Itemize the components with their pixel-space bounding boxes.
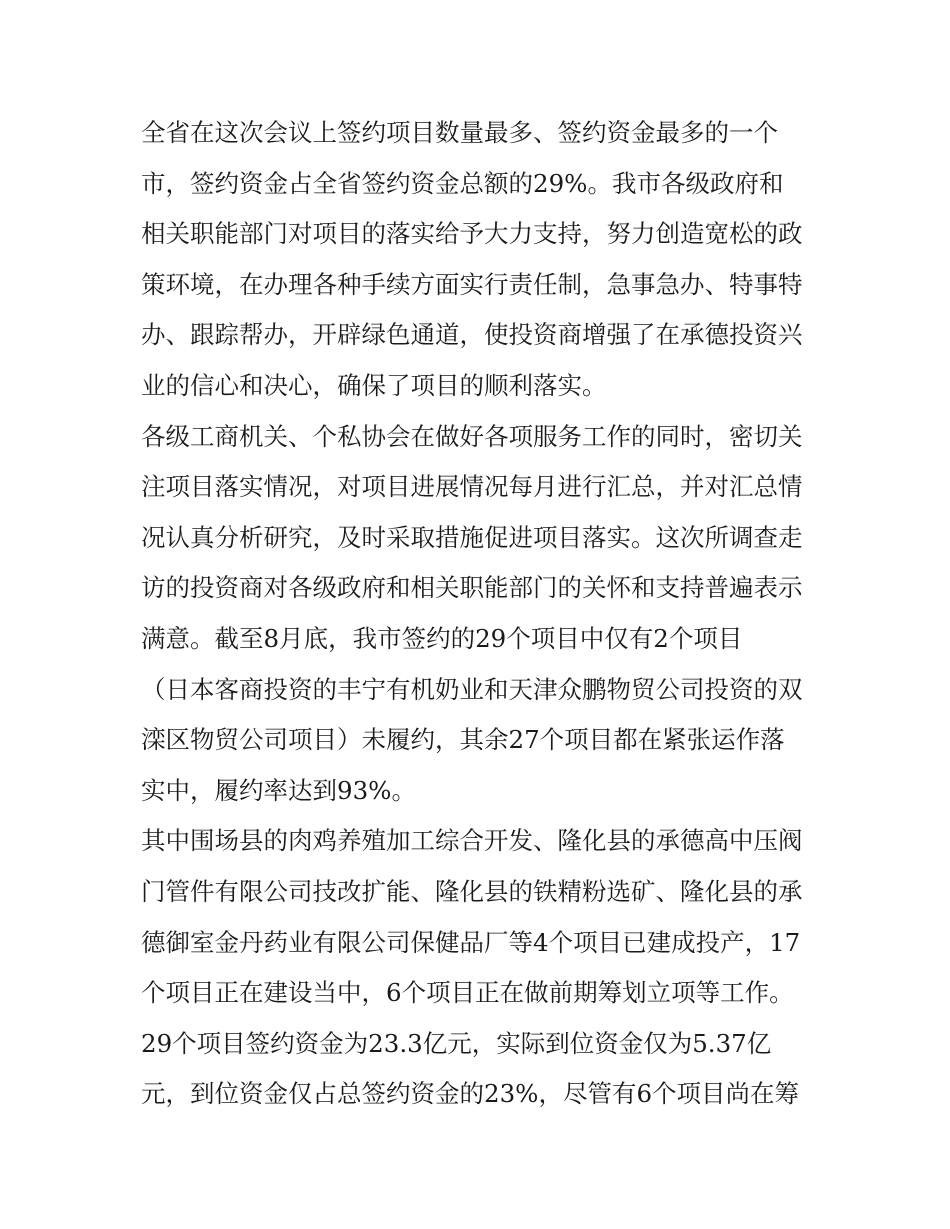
text-line: 相关职能部门对项目的落实给予大力支持，努力创造宽松的政 <box>141 219 803 249</box>
text-line: 满意。截至8月底，我市签约的29个项目中仅有2个项目 <box>141 623 743 653</box>
text-line: 门管件有限公司技改扩能、隆化县的铁精粉选矿、隆化县的承 <box>141 876 803 906</box>
text-line: 策环境，在办理各种手续方面实行责任制，急事急办、特事特 <box>141 269 803 299</box>
text-line: 滦区物贸公司项目）未履约，其余27个项目都在紧张运作落 <box>141 725 785 755</box>
text-line: 访的投资商对各级政府和相关职能部门的关怀和支持普遍表示 <box>141 573 803 603</box>
text-line: 德御室金丹药业有限公司保健品厂等4个项目已建成投产，17 <box>141 927 801 957</box>
text-line: 注项目落实情况，对项目进展情况每月进行汇总，并对汇总情 <box>141 472 803 502</box>
text-line: 各级工商机关、个私协会在做好各项服务工作的同时，密切关 <box>141 421 803 451</box>
text-line: 全省在这次会议上签约项目数量最多、签约资金最多的一个 <box>141 118 778 147</box>
text-line: 业的信心和决心，确保了项目的顺利落实。 <box>141 370 607 400</box>
text-line: 办、跟踪帮办，开辟绿色通道，使投资商增强了在承德投资兴 <box>141 320 803 350</box>
text-line: （日本客商投资的丰宁有机奶业和天津众鹏物贸公司投资的双 <box>141 674 803 704</box>
text-line: 况认真分析研究，及时采取措施促进项目落实。这次所调查走 <box>141 522 803 552</box>
text-line: 其中围场县的肉鸡养殖加工综合开发、隆化县的承德高中压阀 <box>141 826 803 856</box>
text-line: 市，签约资金占全省签约资金总额的29%。我市各级政府和 <box>141 168 784 198</box>
text-line: 实中，履约率达到93%。 <box>141 775 416 805</box>
text-line: 29个项目签约资金为23.3亿元，实际到位资金仅为5.37亿 <box>141 1028 772 1058</box>
text-line: 个项目正在建设当中，6个项目正在做前期筹划立项等工作。 <box>141 978 794 1008</box>
text-line: 元，到位资金仅占总签约资金的23%，尽管有6个项目尚在筹 <box>141 1079 800 1109</box>
body-text <box>141 108 821 1120</box>
